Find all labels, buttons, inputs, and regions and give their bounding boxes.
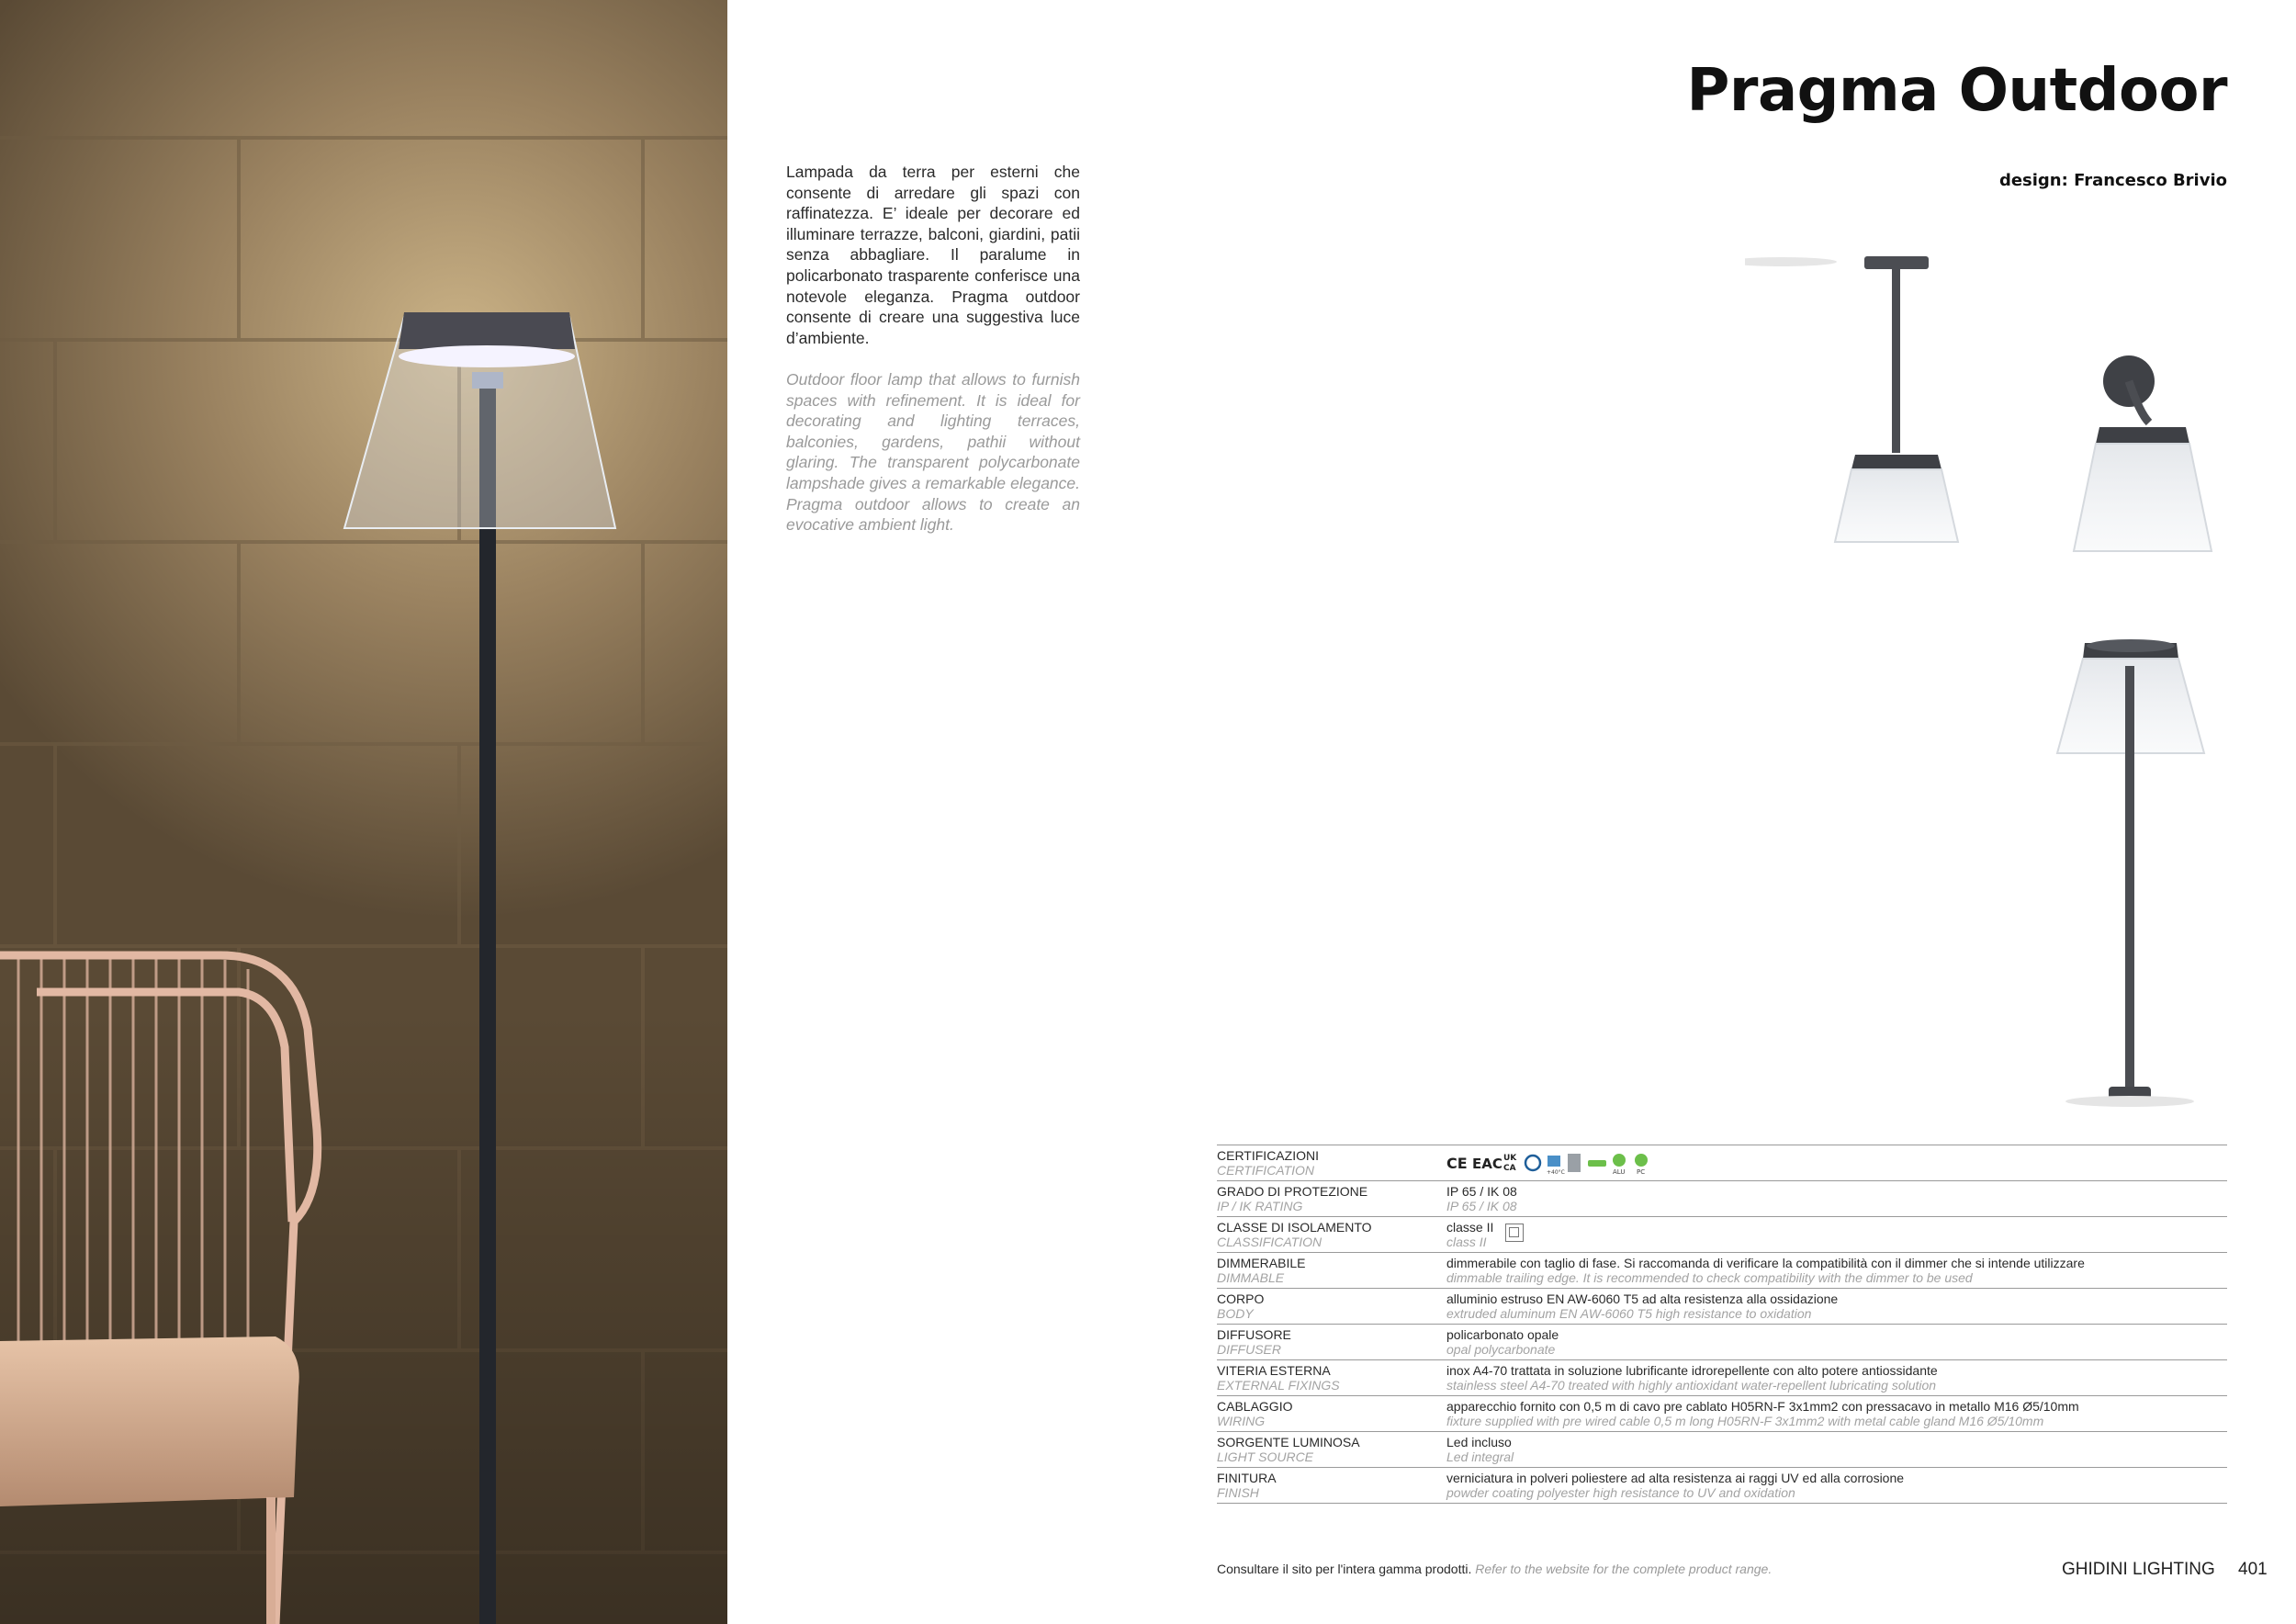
spec-label-en: BODY (1217, 1306, 1254, 1321)
spec-label-en: FINISH (1217, 1485, 1259, 1500)
footer-note-italian: Consultare il sito per l'intera gamma prodotti. (1217, 1562, 1472, 1576)
led-mark-icon (1588, 1160, 1606, 1167)
spec-label-en: DIMMABLE (1217, 1270, 1285, 1285)
class-ii-icon (1505, 1224, 1524, 1242)
designer-credit: design: Francesco Brivio (1998, 171, 2227, 190)
temperature-mark-icon (1547, 1156, 1565, 1176)
description-italian: Lampada da terra per esterni che consente di arredare gli spazi con raffinatezza. E’ ideale per decorare ed illuminare terrazze, balconi, giardini, patii senza abbagliare. Il paralume in policarbonato trasparente conferisce una notevole eleganza. Pragma outdoor consente di creare una suggestiva luce d’ambiente. (786, 163, 1080, 347)
specifications-table (1217, 1145, 2227, 1504)
spec-row-external-fixings (1217, 1360, 2227, 1396)
spec-value: verniciatura in polveri poliestere ad alta resistenza ai raggi UV ed alla corrosione (1446, 1471, 1905, 1485)
spec-row-classification (1217, 1217, 2227, 1253)
spec-label: FINITURA (1217, 1471, 1277, 1485)
svg-text:EAC: EAC (1472, 1156, 1503, 1172)
svg-text:UK: UK (1503, 1154, 1517, 1163)
brand-name: GHIDINI LIGHTING (2062, 1560, 2215, 1579)
spec-label: VITERIA ESTERNA (1217, 1363, 1331, 1378)
spec-value: policarbonato opale (1446, 1327, 1559, 1342)
spec-label-en: CERTIFICATION (1217, 1163, 1315, 1178)
spec-row-certification (1217, 1145, 2227, 1181)
spec-value: inox A4-70 trattata in soluzione lubrificante idrorepellente con alto potere antiossidante (1446, 1363, 1938, 1378)
pendant-lamp-render (1745, 256, 1958, 542)
standard-mark-icon (1568, 1154, 1581, 1172)
spec-row-light-source (1217, 1432, 2227, 1468)
ip-mark-icon (1525, 1156, 1540, 1170)
spec-value-en: dimmable trailing edge. It is recommended to check compatibility with the dimmer to be used (1446, 1270, 1973, 1285)
spec-label-en: DIFFUSER (1217, 1342, 1281, 1357)
spec-row-body (1217, 1289, 2227, 1325)
spec-value (1446, 1220, 2227, 1235)
spec-label: CORPO (1217, 1291, 1265, 1306)
spec-label: SORGENTE LUMINOSA (1217, 1435, 1360, 1449)
spec-value-en: stainless steel A4-70 treated with highly antioxidant water-repellent lubricating solution (1446, 1378, 1937, 1393)
product-renders (1745, 234, 2241, 1116)
footer-note (1217, 1562, 1772, 1576)
footer-note-english: Refer to the website for the complete product range. (1475, 1562, 1773, 1576)
spec-label-en: EXTERNAL FIXINGS (1217, 1378, 1340, 1393)
spec-value-en: fixture supplied with pre wired cable 0,5 m long H05RN-F 3x1mm2 with metal cable gland M16 Ø5/10mm (1446, 1414, 2044, 1428)
spec-value-en: powder coating polyester high resistance to UV and oxidation (1446, 1485, 1795, 1500)
ambient-photo (0, 0, 727, 1624)
spec-label-en: CLASSIFICATION (1217, 1235, 1322, 1249)
spec-value-en: opal polycarbonate (1446, 1342, 1556, 1357)
spec-value: apparecchio fornito con 0,5 m di cavo pre cablato H05RN-F 3x1mm2 con pressacavo in metallo M16 Ø5/10mm (1446, 1399, 2079, 1414)
spec-row-ip-rating (1217, 1181, 2227, 1217)
spec-label: CABLAGGIO (1217, 1399, 1293, 1414)
spec-label: CLASSE DI ISOLAMENTO (1217, 1220, 1372, 1235)
ukca-mark-icon (1503, 1154, 1517, 1173)
class-text: classe II (1446, 1220, 1494, 1235)
spec-label: DIMMERABILE (1217, 1256, 1306, 1270)
description-english: Outdoor floor lamp that allows to furnish spaces with refinement. It is ideal for decorating and lighting terraces, balconies, gardens, pathii without glaring. The transparent polycarbonate lampshade gives a remarkable elegance. Pragma outdoor allows to create an evocative ambient light. (786, 370, 1080, 535)
certification-icons (1446, 1148, 1685, 1176)
wall-lamp-render (2074, 355, 2212, 551)
page-number: 401 (2238, 1560, 2268, 1579)
pc-recycle-icon (1635, 1154, 1648, 1176)
spec-row-finish (1217, 1468, 2227, 1504)
spec-row-diffuser (1217, 1325, 2227, 1360)
spec-value: IP 65 / IK 08 (1446, 1184, 1517, 1199)
spec-label: DIFFUSORE (1217, 1327, 1291, 1342)
floor-lamp-render (2057, 639, 2204, 1107)
spec-label: GRADO DI PROTEZIONE (1217, 1184, 1368, 1199)
svg-text:CA: CA (1503, 1164, 1516, 1173)
svg-text:+40°C: +40°C (1547, 1169, 1565, 1176)
spec-row-wiring (1217, 1396, 2227, 1432)
svg-text:ALU: ALU (1613, 1168, 1626, 1176)
spec-value: dimmerabile con taglio di fase. Si raccomanda di verificare la compatibilità con il dimmer che si intende utilizzare (1446, 1256, 2085, 1270)
spec-value: Led incluso (1446, 1435, 1512, 1449)
spec-value: alluminio estruso EN AW-6060 T5 ad alta resistenza alla ossidazione (1446, 1291, 1839, 1306)
alu-recycle-icon (1613, 1154, 1626, 1176)
spec-label-en: WIRING (1217, 1414, 1266, 1428)
spec-value-en: extruded aluminum EN AW-6060 T5 high resistance to oxidation (1446, 1306, 1812, 1321)
svg-text:CE: CE (1446, 1155, 1468, 1172)
spec-label-en: LIGHT SOURCE (1217, 1449, 1314, 1464)
spec-row-dimmable (1217, 1253, 2227, 1289)
eac-mark-icon (1472, 1156, 1503, 1172)
page-title: Pragma Outdoor (1686, 57, 2227, 125)
spec-value-en: class II (1446, 1235, 1487, 1249)
ce-mark-icon (1446, 1155, 1468, 1172)
spec-label-en: IP / IK RATING (1217, 1199, 1303, 1213)
spec-label: CERTIFICAZIONI (1217, 1148, 1319, 1163)
svg-text:PC: PC (1637, 1168, 1646, 1176)
spec-value-en: Led integral (1446, 1449, 1514, 1464)
spec-value-en: IP 65 / IK 08 (1446, 1199, 1517, 1213)
